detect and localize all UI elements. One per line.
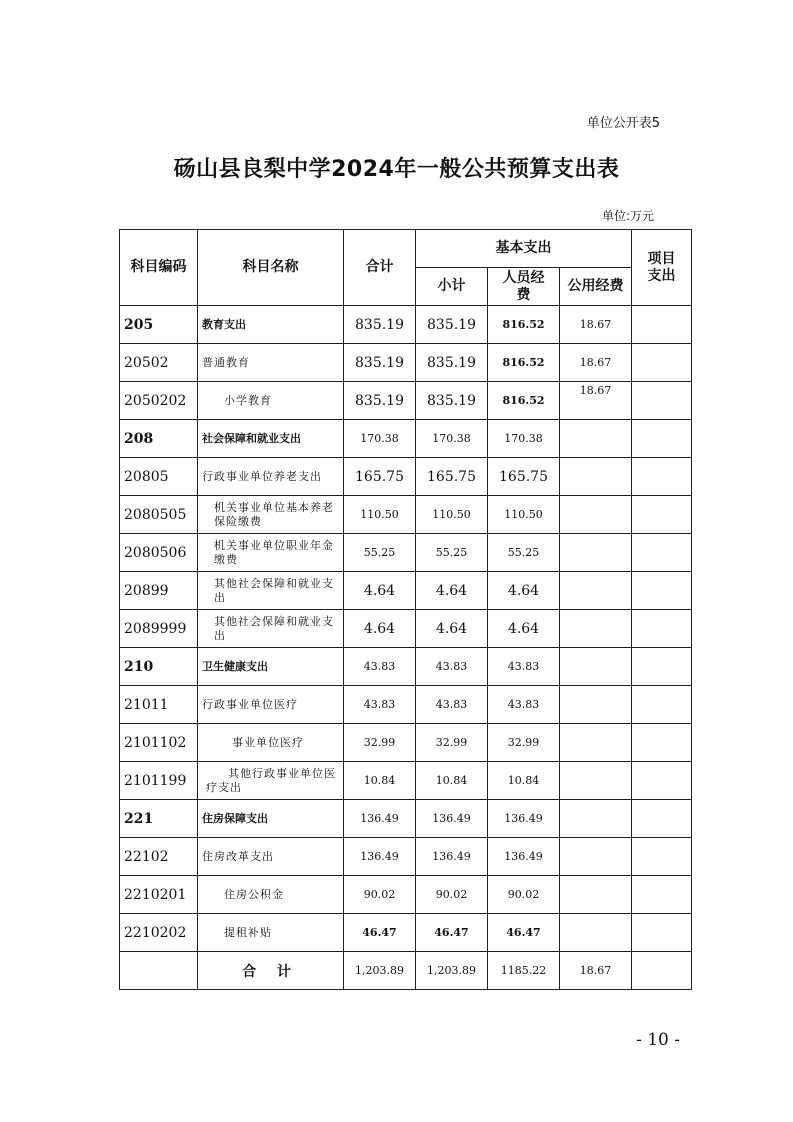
row-code: 210 bbox=[120, 648, 198, 686]
row-public bbox=[560, 572, 632, 610]
total-public: 18.67 bbox=[560, 952, 632, 990]
row-total: 10.84 bbox=[344, 762, 416, 800]
row-project bbox=[632, 648, 692, 686]
row-subtotal: 4.64 bbox=[416, 572, 488, 610]
table-row bbox=[120, 800, 692, 838]
row-subtotal: 110.50 bbox=[416, 496, 488, 534]
row-personnel: 90.02 bbox=[488, 876, 560, 914]
row-subtotal: 46.47 bbox=[416, 914, 488, 952]
table-row bbox=[120, 344, 692, 382]
table-row bbox=[120, 876, 692, 914]
row-subtotal: 4.64 bbox=[416, 610, 488, 648]
row-personnel: 55.25 bbox=[488, 534, 560, 572]
row-name: 行政事业单位医疗 bbox=[198, 686, 344, 724]
row-personnel: 136.49 bbox=[488, 800, 560, 838]
column-header-code: 科目编码 bbox=[120, 230, 198, 306]
row-code: 22102 bbox=[120, 838, 198, 876]
row-project bbox=[632, 344, 692, 382]
row-subtotal: 835.19 bbox=[416, 382, 488, 420]
row-name: 住房改革支出 bbox=[198, 838, 344, 876]
total-total: 1,203.89 bbox=[344, 952, 416, 990]
row-name: 事业单位医疗 bbox=[198, 724, 344, 762]
table-row bbox=[120, 686, 692, 724]
row-public bbox=[560, 724, 632, 762]
row-personnel: 10.84 bbox=[488, 762, 560, 800]
row-personnel: 165.75 bbox=[488, 458, 560, 496]
row-personnel: 816.52 bbox=[488, 344, 560, 382]
table-row bbox=[120, 572, 692, 610]
table-row bbox=[120, 914, 692, 952]
row-subtotal: 170.38 bbox=[416, 420, 488, 458]
unit-label: 单位:万元 bbox=[601, 209, 654, 223]
row-personnel: 4.64 bbox=[488, 572, 560, 610]
row-public: 18.67 bbox=[560, 382, 632, 420]
row-total: 4.64 bbox=[344, 572, 416, 610]
row-subtotal: 10.84 bbox=[416, 762, 488, 800]
row-project bbox=[632, 572, 692, 610]
page-number: - 10 - bbox=[636, 1030, 680, 1050]
table-row bbox=[120, 610, 692, 648]
row-code: 20502 bbox=[120, 344, 198, 382]
row-code: 2080506 bbox=[120, 534, 198, 572]
row-subtotal: 136.49 bbox=[416, 800, 488, 838]
row-code: 2101102 bbox=[120, 724, 198, 762]
row-total: 136.49 bbox=[344, 838, 416, 876]
row-project bbox=[632, 762, 692, 800]
row-total: 43.83 bbox=[344, 648, 416, 686]
row-project bbox=[632, 382, 692, 420]
row-name: 小学教育 bbox=[198, 382, 344, 420]
row-personnel: 46.47 bbox=[488, 914, 560, 952]
row-name: 提租补贴 bbox=[198, 914, 344, 952]
row-name: 普通教育 bbox=[198, 344, 344, 382]
row-public bbox=[560, 496, 632, 534]
row-code: 21011 bbox=[120, 686, 198, 724]
row-subtotal: 55.25 bbox=[416, 534, 488, 572]
document-title: 砀山县良梨中学2024年一般公共预算支出表 bbox=[173, 157, 620, 182]
row-personnel: 43.83 bbox=[488, 686, 560, 724]
row-code: 20899 bbox=[120, 572, 198, 610]
row-public bbox=[560, 534, 632, 572]
row-subtotal: 90.02 bbox=[416, 876, 488, 914]
table-row bbox=[120, 724, 692, 762]
row-project bbox=[632, 686, 692, 724]
total-personnel: 1185.22 bbox=[488, 952, 560, 990]
row-total: 835.19 bbox=[344, 382, 416, 420]
table-row bbox=[120, 306, 692, 344]
row-public bbox=[560, 420, 632, 458]
row-code: 2101199 bbox=[120, 762, 198, 800]
table-row bbox=[120, 648, 692, 686]
row-public bbox=[560, 838, 632, 876]
row-name: 行政事业单位养老支出 bbox=[198, 458, 344, 496]
row-name: 其他社会保障和就业支出 bbox=[198, 610, 344, 648]
table-row bbox=[120, 458, 692, 496]
column-header-personnel: 人员经费 bbox=[488, 268, 560, 306]
column-header-project: 项目支出 bbox=[632, 230, 692, 306]
row-public bbox=[560, 648, 632, 686]
row-total: 46.47 bbox=[344, 914, 416, 952]
row-code: 2210202 bbox=[120, 914, 198, 952]
row-public bbox=[560, 876, 632, 914]
row-personnel: 136.49 bbox=[488, 838, 560, 876]
table-row bbox=[120, 838, 692, 876]
row-name: 住房公积金 bbox=[198, 876, 344, 914]
column-header-basic: 基本支出 bbox=[416, 230, 632, 268]
row-total: 110.50 bbox=[344, 496, 416, 534]
row-code: 20805 bbox=[120, 458, 198, 496]
row-project bbox=[632, 496, 692, 534]
row-personnel: 110.50 bbox=[488, 496, 560, 534]
total-subtotal: 1,203.89 bbox=[416, 952, 488, 990]
table-row bbox=[120, 534, 692, 572]
row-project bbox=[632, 800, 692, 838]
row-personnel: 43.83 bbox=[488, 648, 560, 686]
row-code: 221 bbox=[120, 800, 198, 838]
table-row bbox=[120, 762, 692, 800]
row-name: 社会保障和就业支出 bbox=[198, 420, 344, 458]
row-total: 165.75 bbox=[344, 458, 416, 496]
row-public bbox=[560, 800, 632, 838]
row-project bbox=[632, 306, 692, 344]
table-row bbox=[120, 382, 692, 420]
row-subtotal: 32.99 bbox=[416, 724, 488, 762]
column-header-total: 合计 bbox=[344, 230, 416, 306]
row-name: 其他社会保障和就业支出 bbox=[198, 572, 344, 610]
row-total: 136.49 bbox=[344, 800, 416, 838]
row-total: 32.99 bbox=[344, 724, 416, 762]
column-header-public: 公用经费 bbox=[560, 268, 632, 306]
total-row bbox=[120, 952, 692, 990]
row-code: 208 bbox=[120, 420, 198, 458]
row-total: 43.83 bbox=[344, 686, 416, 724]
row-subtotal: 136.49 bbox=[416, 838, 488, 876]
column-header-name: 科目名称 bbox=[198, 230, 344, 306]
row-name: 其他行政事业单位医疗支出 bbox=[198, 762, 344, 800]
row-code: 2089999 bbox=[120, 610, 198, 648]
row-name: 住房保障支出 bbox=[198, 800, 344, 838]
budget-table bbox=[119, 229, 692, 990]
row-public bbox=[560, 610, 632, 648]
row-total: 90.02 bbox=[344, 876, 416, 914]
row-subtotal: 835.19 bbox=[416, 344, 488, 382]
row-project bbox=[632, 534, 692, 572]
row-project bbox=[632, 458, 692, 496]
row-project bbox=[632, 876, 692, 914]
row-subtotal: 835.19 bbox=[416, 306, 488, 344]
total-project bbox=[632, 952, 692, 990]
row-project bbox=[632, 724, 692, 762]
row-personnel: 170.38 bbox=[488, 420, 560, 458]
row-personnel: 816.52 bbox=[488, 382, 560, 420]
row-name: 卫生健康支出 bbox=[198, 648, 344, 686]
row-personnel: 4.64 bbox=[488, 610, 560, 648]
row-project bbox=[632, 914, 692, 952]
row-subtotal: 43.83 bbox=[416, 648, 488, 686]
total-code bbox=[120, 952, 198, 990]
row-public bbox=[560, 914, 632, 952]
row-name: 机关事业单位基本养老保险缴费 bbox=[198, 496, 344, 534]
row-public: 18.67 bbox=[560, 306, 632, 344]
row-name: 机关事业单位职业年金缴费 bbox=[198, 534, 344, 572]
row-subtotal: 43.83 bbox=[416, 686, 488, 724]
row-public bbox=[560, 686, 632, 724]
row-code: 205 bbox=[120, 306, 198, 344]
row-project bbox=[632, 610, 692, 648]
row-name: 教育支出 bbox=[198, 306, 344, 344]
form-number: 单位公开表5 bbox=[586, 116, 660, 131]
row-code: 2210201 bbox=[120, 876, 198, 914]
column-header-subtotal: 小计 bbox=[416, 268, 488, 306]
row-project bbox=[632, 420, 692, 458]
row-total: 835.19 bbox=[344, 344, 416, 382]
row-project bbox=[632, 838, 692, 876]
total-label: 合 计 bbox=[198, 952, 344, 990]
row-public bbox=[560, 762, 632, 800]
table-row bbox=[120, 496, 692, 534]
row-total: 4.64 bbox=[344, 610, 416, 648]
row-code: 2050202 bbox=[120, 382, 198, 420]
row-public bbox=[560, 458, 632, 496]
row-personnel: 816.52 bbox=[488, 306, 560, 344]
row-code: 2080505 bbox=[120, 496, 198, 534]
row-total: 55.25 bbox=[344, 534, 416, 572]
table-row bbox=[120, 420, 692, 458]
row-total: 170.38 bbox=[344, 420, 416, 458]
row-total: 835.19 bbox=[344, 306, 416, 344]
row-public: 18.67 bbox=[560, 344, 632, 382]
row-subtotal: 165.75 bbox=[416, 458, 488, 496]
row-personnel: 32.99 bbox=[488, 724, 560, 762]
